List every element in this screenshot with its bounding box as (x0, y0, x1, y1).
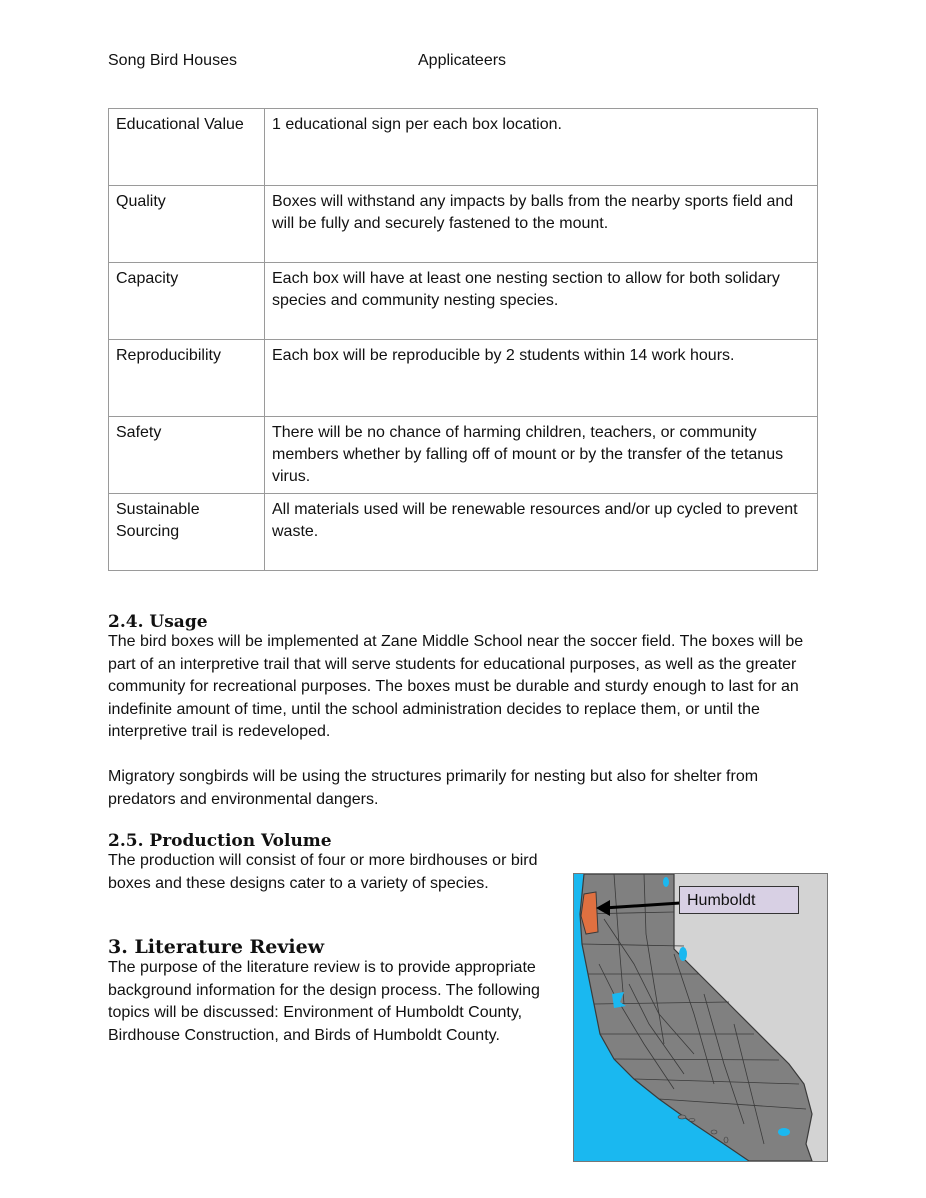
channel-island (678, 1115, 686, 1119)
literature-heading: 3. Literature Review (108, 936, 325, 958)
lake-north (663, 877, 669, 887)
table-row (109, 263, 818, 340)
table-cell-label: Reproducibility (109, 340, 265, 417)
table-cell-text: Each box will have at least one nesting section to allow for both solidary species and community nesting species. (265, 263, 818, 340)
lake-tahoe (679, 947, 687, 961)
table-cell-label: Safety (109, 417, 265, 494)
table-cell-text: There will be no chance of harming children, teachers, or community members whether by falling off of mount or by the transfer of the tetanus virus. (265, 417, 818, 494)
header-team: Applicateers (418, 52, 507, 69)
table-row (109, 186, 818, 263)
production-heading: 2.5. Production Volume (108, 831, 332, 851)
usage-heading: 2.4. Usage (108, 612, 208, 632)
salton-sea (778, 1128, 790, 1136)
table-cell-text: Each box will be reproducible by 2 students within 14 work hours. (265, 340, 818, 417)
table-cell-text: All materials used will be renewable resources and/or up cycled to prevent waste. (265, 494, 818, 571)
header-title: Song Bird Houses (108, 52, 237, 69)
literature-paragraph: The purpose of the literature review is to provide appropriate background information for the design process. The following topics will be discussed: Environment of Humboldt County, Birdhouse Construction, and Birds of Humboldt County. (108, 959, 540, 1044)
table-row (109, 494, 818, 571)
table-cell-label: Capacity (109, 263, 265, 340)
usage-paragraph-2: Migratory songbirds will be using the structures primarily for nesting but also for shelter from predators and environmental dangers. (108, 768, 759, 808)
table-cell-label: Quality (109, 186, 265, 263)
table-cell-text: 1 educational sign per each box location. (265, 109, 818, 186)
specification-table (108, 108, 818, 571)
table-row (109, 109, 818, 186)
table-cell-label: Educational Value (109, 109, 265, 186)
usage-paragraph-1: The bird boxes will be implemented at Zane Middle School near the soccer field. The boxes will be part of an interpretive trail that will serve students for educational purposes, as well as the greater community for recreational purposes. The boxes must be durable and sturdy enough to last for an indefinite amount of time, until the school administration decides to replace them, or until the interpretive trail is redeveloped. (108, 633, 804, 740)
california-map (573, 873, 828, 1162)
table-cell-text: Boxes will withstand any impacts by balls from the nearby sports field and will be fully and securely fastened to the mount. (265, 186, 818, 263)
california-map-graphic (574, 874, 827, 1161)
production-paragraph: The production will consist of four or more birdhouses or bird boxes and these designs cater to a variety of species. (108, 852, 538, 892)
channel-island (724, 1137, 728, 1143)
channel-island (711, 1130, 717, 1134)
channel-island (689, 1119, 695, 1122)
table-row (109, 340, 818, 417)
table-row (109, 417, 818, 494)
map-label-humboldt: Humboldt (679, 886, 799, 914)
table-cell-label: Sustainable Sourcing (109, 494, 265, 571)
